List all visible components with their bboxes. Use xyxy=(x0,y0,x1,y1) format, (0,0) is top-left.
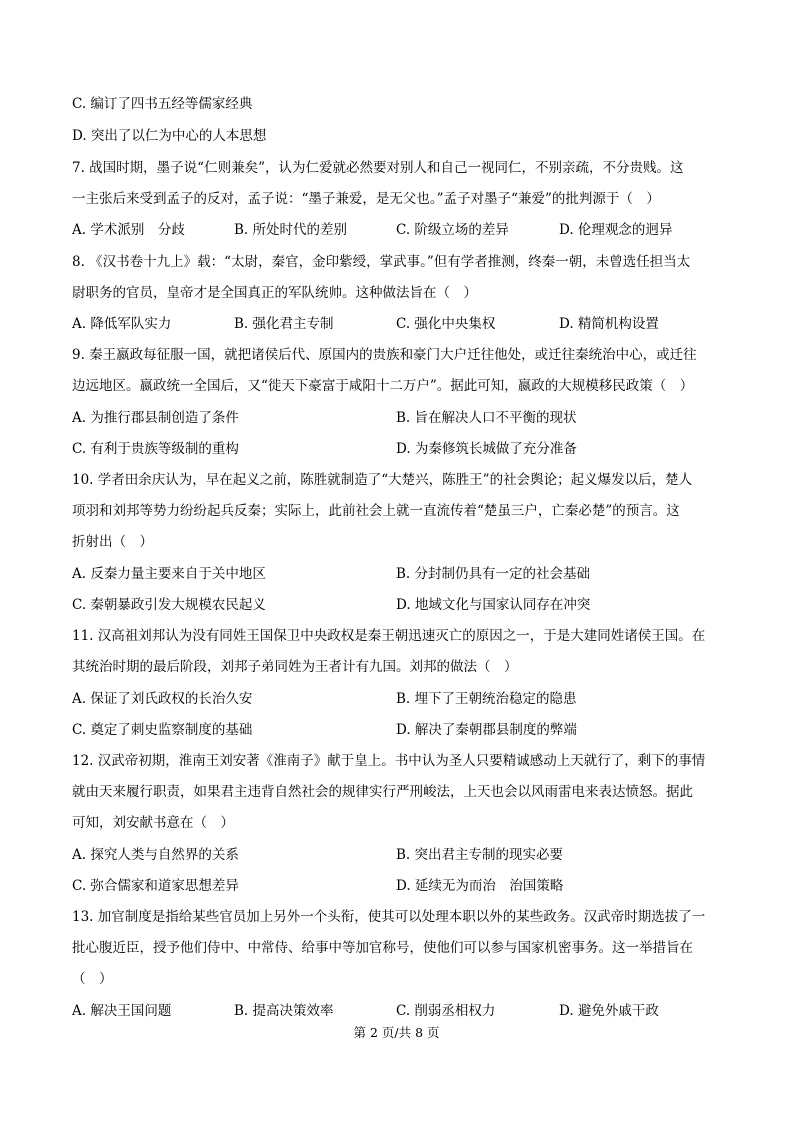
q8-stem-line-1: 8. 《汉书卷十九上》载：“太尉，秦官，金印紫绶，掌武事。”但有学者推测，终秦一朝，未曾选任担当太 xyxy=(72,254,691,270)
q8-stem-line-2: 尉职务的官员，皇帝才是全国真正的军队统帅。这种做法旨在（ ） xyxy=(72,285,477,301)
q7-stem-line-2: 一主张后来受到孟子的反对，孟子说：“墨子兼爱，是无父也。”孟子对墨子“兼爱”的批判源于（ ） xyxy=(72,191,660,207)
q10-stem-line-3: 折射出（ ） xyxy=(72,534,153,550)
q8-option-b: B. 强化君主专制 xyxy=(234,316,334,332)
q10-option-a: A. 反秦力量主要来自于关中地区 xyxy=(72,566,266,582)
q12-stem-line-3: 可知，刘安献书意在（ ） xyxy=(72,815,234,831)
q8-option-d: D. 精简机构设置 xyxy=(559,316,659,332)
q10-stem-line-2: 项羽和刘邦等势力纷纷起兵反秦；实际上，此前社会上就一直流传着“楚虽三户，亡秦必楚”的预言。这 xyxy=(72,503,680,519)
q7-stem-line-1: 7. 战国时期，墨子说“仁则兼矣”，认为仁爱就必然要对别人和自己一视同仁，不别亲疏，不分贵贱。这 xyxy=(72,160,684,176)
q11-option-a: A. 保证了刘氏政权的长治久安 xyxy=(72,691,253,707)
q12-option-d: D. 延续无为而治 治国策略 xyxy=(396,878,564,894)
q12-option-c: C. 弥合儒家和道家思想差异 xyxy=(72,878,239,894)
prev-option-c: C. 编订了四书五经等儒家经典 xyxy=(72,96,253,112)
q11-option-d: D. 解决了秦朝郡县制度的弊端 xyxy=(396,722,577,738)
q10-option-d: D. 地域文化与国家认同存在冲突 xyxy=(396,597,591,613)
q9-stem-line-1: 9. 秦王嬴政每征服一国，就把诸侯后代、原国内的贵族和豪门大户迁往他处，或迁往秦统治中心，或迁往 xyxy=(72,347,697,363)
q8-option-a: A. 降低军队实力 xyxy=(72,316,172,332)
q13-stem-line-3: （ ） xyxy=(72,971,113,987)
q12-option-a: A. 探究人类与自然界的关系 xyxy=(72,847,239,863)
prev-option-d: D. 突出了以仁为中心的人本思想 xyxy=(72,128,267,144)
q11-stem-line-1: 11. 汉高祖刘邦认为没有同姓王国保卫中央政权是秦王朝迅速灭亡的原因之一，于是大建同姓诸侯王国。在 xyxy=(72,628,706,644)
q7-option-d: D. 伦理观念的迥异 xyxy=(559,222,673,238)
q13-option-b: B. 提高决策效率 xyxy=(234,1003,334,1019)
q9-option-a: A. 为推行郡县制创造了条件 xyxy=(72,410,239,426)
q10-stem-line-1: 10. 学者田余庆认为，早在起义之前，陈胜就制造了“大楚兴，陈胜王”的社会舆论；起义爆发以后，楚人 xyxy=(72,472,693,488)
q10-option-c: C. 秦朝暴政引发大规模农民起义 xyxy=(72,597,266,613)
q9-option-c: C. 有利于贵族等级制的重构 xyxy=(72,441,239,457)
q12-stem-line-1: 12. 汉武帝初期，淮南王刘安著《淮南子》献于皇上。书中认为圣人只要精诚感动上天就行了，剩下的事情 xyxy=(72,753,706,769)
q9-option-b: B. 旨在解决人口不平衡的现状 xyxy=(396,410,577,426)
q12-stem-line-2: 就由天来履行职责，如果君主违背自然社会的规律实行严刑峻法，上天也会以风雨雷电来表达愤怒。据此 xyxy=(72,784,693,800)
q9-option-d: D. 为秦修筑长城做了充分准备 xyxy=(396,441,577,457)
q13-option-d: D. 避免外戚干政 xyxy=(559,1003,659,1019)
q9-stem-line-2: 边远地区。嬴政统一全国后，又“徙天下豪富于咸阳十二万户”。据此可知，嬴政的大规模移民政策（ ） xyxy=(72,378,694,394)
q13-option-c: C. 削弱丞相权力 xyxy=(396,1003,496,1019)
q7-option-b: B. 所处时代的差别 xyxy=(234,222,348,238)
q11-option-c: C. 奠定了刺史监察制度的基础 xyxy=(72,722,253,738)
q7-option-c: C. 阶级立场的差异 xyxy=(396,222,509,238)
q13-option-a: A. 解决王国问题 xyxy=(72,1003,172,1019)
q11-stem-line-2: 其统治时期的最后阶段，刘邦子弟同姓为王者计有九国。刘邦的做法（ ） xyxy=(72,659,518,675)
q8-option-c: C. 强化中央集权 xyxy=(396,316,496,332)
q13-stem-line-1: 13. 加官制度是指给某些官员加上另外一个头衔，使其可以处理本职以外的某些政务。汉武帝时期选拔了一 xyxy=(72,909,706,925)
q10-option-b: B. 分封制仍具有一定的社会基础 xyxy=(396,566,591,582)
q12-option-b: B. 突出君主专制的现实必要 xyxy=(396,847,564,863)
q7-option-a: A. 学术派别 分歧 xyxy=(72,222,185,238)
q13-stem-line-2: 批心腹近臣，授予他们侍中、中常侍、给事中等加官称号，使他们可以参与国家机密事务。这一举措旨在 xyxy=(72,940,693,956)
page-footer: 第 2 页/共 8 页 xyxy=(353,1025,440,1040)
q11-option-b: B. 埋下了王朝统治稳定的隐患 xyxy=(396,691,577,707)
